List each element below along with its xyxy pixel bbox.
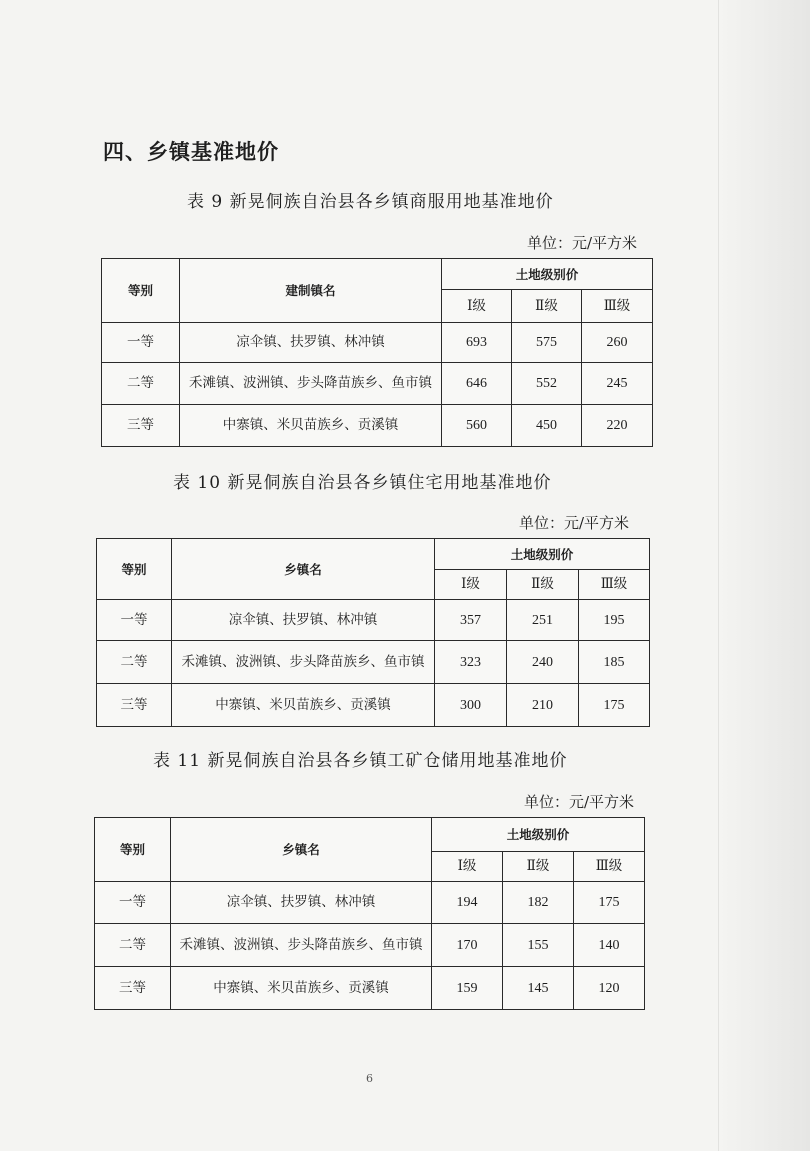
- towns-cell: 凉伞镇、扶罗镇、林冲镇: [172, 600, 435, 641]
- level-2-price: 552: [512, 363, 582, 405]
- level-3-price: 195: [579, 600, 650, 641]
- table-row: [97, 600, 650, 641]
- level-2-price: 251: [507, 600, 579, 641]
- level-3-price: 175: [579, 684, 650, 727]
- level-3-price: 120: [574, 967, 645, 1010]
- land-level-header: 土地级别价: [435, 539, 650, 570]
- level-1-price: 323: [435, 641, 507, 684]
- level-1-price: 194: [432, 882, 503, 924]
- table-row: [95, 967, 645, 1010]
- towns-cell: 禾滩镇、波洲镇、步头降苗族乡、鱼市镇: [171, 924, 432, 967]
- level-1-price: 560: [442, 405, 512, 447]
- table-9: [101, 258, 653, 447]
- grade-cell: 三等: [95, 967, 171, 1010]
- towns-cell: 中寨镇、米贝苗族乡、贡溪镇: [180, 405, 442, 447]
- grade-cell: 三等: [97, 684, 172, 727]
- land-level-header: 土地级别价: [442, 259, 653, 290]
- level-1-header: Ⅰ级: [435, 570, 507, 600]
- table-row: [95, 924, 645, 967]
- level-3-price: 220: [582, 405, 653, 447]
- level-2-header: Ⅱ级: [507, 570, 579, 600]
- table-row: [97, 684, 650, 727]
- table-9-unit: 单位：元/平方米: [527, 234, 638, 252]
- grade-header: 等别: [97, 539, 172, 600]
- level-2-header: Ⅱ级: [512, 290, 582, 323]
- level-2-price: 450: [512, 405, 582, 447]
- level-3-header: Ⅲ级: [579, 570, 650, 600]
- grade-cell: 一等: [95, 882, 171, 924]
- table-11-caption: 表 11 新晃侗族自治县各乡镇工矿仓储用地基准地价: [153, 751, 568, 771]
- page-edge-shadow: [718, 0, 810, 1151]
- towns-cell: 禾滩镇、波洲镇、步头降苗族乡、鱼市镇: [172, 641, 435, 684]
- grade-cell: 二等: [95, 924, 171, 967]
- table-10: [96, 538, 650, 727]
- level-1-header: Ⅰ级: [442, 290, 512, 323]
- grade-cell: 三等: [102, 405, 180, 447]
- town-name-header: 建制镇名: [180, 259, 442, 323]
- level-1-price: 693: [442, 323, 512, 363]
- level-1-header: Ⅰ级: [432, 852, 503, 882]
- table-10-caption: 表 10 新晃侗族自治县各乡镇住宅用地基准地价: [173, 473, 552, 493]
- level-3-price: 185: [579, 641, 650, 684]
- level-3-header: Ⅲ级: [582, 290, 653, 323]
- level-2-price: 210: [507, 684, 579, 727]
- towns-cell: 中寨镇、米贝苗族乡、贡溪镇: [171, 967, 432, 1010]
- level-2-price: 155: [503, 924, 574, 967]
- table-10-unit: 单位：元/平方米: [519, 514, 630, 532]
- grade-header: 等别: [95, 818, 171, 882]
- level-3-price: 140: [574, 924, 645, 967]
- grade-cell: 一等: [102, 323, 180, 363]
- grade-cell: 一等: [97, 600, 172, 641]
- table-row: [102, 323, 653, 363]
- grade-cell: 二等: [97, 641, 172, 684]
- towns-cell: 中寨镇、米贝苗族乡、贡溪镇: [172, 684, 435, 727]
- table-row: [97, 641, 650, 684]
- level-1-price: 646: [442, 363, 512, 405]
- level-3-price: 175: [574, 882, 645, 924]
- level-1-price: 357: [435, 600, 507, 641]
- land-level-header: 土地级别价: [432, 818, 645, 852]
- section-title: 四、乡镇基准地价: [103, 140, 279, 164]
- table-row: [95, 882, 645, 924]
- level-1-price: 300: [435, 684, 507, 727]
- table-row: [102, 405, 653, 447]
- table-row: [102, 363, 653, 405]
- page-number: 6: [366, 1072, 373, 1085]
- level-2-price: 575: [512, 323, 582, 363]
- level-1-price: 170: [432, 924, 503, 967]
- level-3-header: Ⅲ级: [574, 852, 645, 882]
- level-2-price: 240: [507, 641, 579, 684]
- level-2-price: 182: [503, 882, 574, 924]
- level-3-price: 260: [582, 323, 653, 363]
- table-11: [94, 817, 645, 1010]
- table-11-unit: 单位：元/平方米: [524, 793, 635, 811]
- towns-cell: 凉伞镇、扶罗镇、林冲镇: [171, 882, 432, 924]
- towns-cell: 凉伞镇、扶罗镇、林冲镇: [180, 323, 442, 363]
- level-2-price: 145: [503, 967, 574, 1010]
- level-1-price: 159: [432, 967, 503, 1010]
- town-name-header: 乡镇名: [171, 818, 432, 882]
- towns-cell: 禾滩镇、波洲镇、步头降苗族乡、鱼市镇: [180, 363, 442, 405]
- table-9-caption: 表 9 新晃侗族自治县各乡镇商服用地基准地价: [187, 192, 554, 212]
- town-name-header: 乡镇名: [172, 539, 435, 600]
- grade-cell: 二等: [102, 363, 180, 405]
- level-2-header: Ⅱ级: [503, 852, 574, 882]
- page-fold-line: [718, 0, 719, 1151]
- level-3-price: 245: [582, 363, 653, 405]
- grade-header: 等别: [102, 259, 180, 323]
